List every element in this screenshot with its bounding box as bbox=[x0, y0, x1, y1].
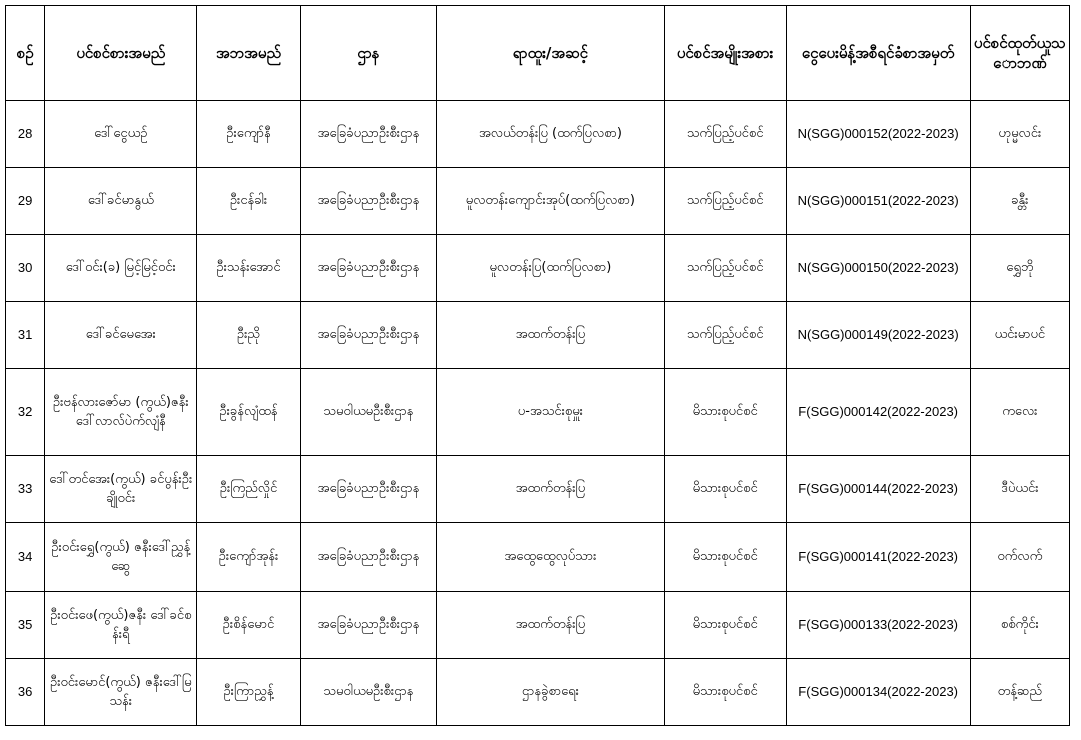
cell-permit-no: F(SGG)000133(2022-2023) bbox=[786, 592, 970, 659]
cell-permit-no: N(SGG)000152(2022-2023) bbox=[786, 101, 970, 168]
cell-pension-office: ခန္တီး bbox=[970, 168, 1069, 235]
header-row bbox=[6, 6, 1070, 101]
cell-father-name: ဦးကျော်အုန်း bbox=[197, 523, 300, 592]
cell-permit-no: N(SGG)000150(2022-2023) bbox=[786, 235, 970, 302]
cell-pensioner-name: ဒေါ်ခင်မာနွယ် bbox=[45, 168, 197, 235]
cell-department: အခြေခံပညာဦးစီးဌာန bbox=[300, 592, 436, 659]
cell-permit-no: F(SGG)000134(2022-2023) bbox=[786, 659, 970, 726]
cell-no: 32 bbox=[6, 369, 45, 456]
table-row bbox=[6, 101, 1070, 168]
cell-pension-office: ရွှေဘို bbox=[970, 235, 1069, 302]
cell-department: အခြေခံပညာဦးစီးဌာန bbox=[300, 456, 436, 523]
header-position: ရာထူး/အဆင့် bbox=[437, 6, 664, 101]
cell-department: အခြေခံပညာဦးစီးဌာန bbox=[300, 168, 436, 235]
header-no: စဉ် bbox=[6, 6, 45, 101]
table-row bbox=[6, 168, 1070, 235]
cell-pension-type: သက်ပြည့်ပင်စင် bbox=[664, 235, 786, 302]
cell-position: ပ-အသင်းစုမှူး bbox=[437, 369, 664, 456]
cell-pension-office: ကလေး bbox=[970, 369, 1069, 456]
header-permit-no: ငွေပေးမိန့်အစီရင်ခံစာအမှတ် bbox=[786, 6, 970, 101]
table-row bbox=[6, 659, 1070, 726]
cell-pension-type: သက်ပြည့်ပင်စင် bbox=[664, 302, 786, 369]
cell-position: မူလတန်းပြ(ထက်ပြလစာ) bbox=[437, 235, 664, 302]
cell-father-name: ဦးခွန်လျံထန် bbox=[197, 369, 300, 456]
cell-father-name: ဦးကျော်နီ bbox=[197, 101, 300, 168]
cell-position: အထက်တန်းပြ bbox=[437, 592, 664, 659]
cell-no: 34 bbox=[6, 523, 45, 592]
cell-pensioner-name: ဦးဝင်းမောင်(ကွယ်) ဇနီးဒေါ်မြသန်း bbox=[45, 659, 197, 726]
cell-no: 31 bbox=[6, 302, 45, 369]
table-row bbox=[6, 592, 1070, 659]
cell-department: အခြေခံပညာဦးစီးဌာန bbox=[300, 101, 436, 168]
table-row bbox=[6, 523, 1070, 592]
cell-no: 36 bbox=[6, 659, 45, 726]
table-row bbox=[6, 302, 1070, 369]
cell-permit-no: F(SGG)000142(2022-2023) bbox=[786, 369, 970, 456]
table-row bbox=[6, 235, 1070, 302]
cell-father-name: ဦးညို bbox=[197, 302, 300, 369]
cell-pension-type: မိသားစုပင်စင် bbox=[664, 659, 786, 726]
cell-pensioner-name: ဦးဗန်လားဇော်မာ (ကွယ်)ဇနီး ဒေါ်လာလ်ပဲက်လျံနီ bbox=[45, 369, 197, 456]
cell-department: သမဝါယမဦးစီးဌာန bbox=[300, 369, 436, 456]
cell-no: 30 bbox=[6, 235, 45, 302]
cell-permit-no: N(SGG)000149(2022-2023) bbox=[786, 302, 970, 369]
header-pension-office: ပင်စင်ထုတ်ယူသောဘဏ် bbox=[970, 6, 1069, 101]
cell-pension-office: ဒီပဲယင်း bbox=[970, 456, 1069, 523]
cell-permit-no: F(SGG)000144(2022-2023) bbox=[786, 456, 970, 523]
cell-position: အထက်တန်းပြ bbox=[437, 456, 664, 523]
cell-pensioner-name: ဦးဝင်းဖေ(ကွယ်)ဇနီး ဒေါ်ခင်စန်းရီ bbox=[45, 592, 197, 659]
cell-position: အထွေထွေလုပ်သား bbox=[437, 523, 664, 592]
cell-father-name: ဦးကြည်လှိုင် bbox=[197, 456, 300, 523]
cell-pension-type: မိသားစုပင်စင် bbox=[664, 369, 786, 456]
cell-no: 33 bbox=[6, 456, 45, 523]
cell-department: အခြေခံပညာဦးစီးဌာန bbox=[300, 523, 436, 592]
cell-pension-type: မိသားစုပင်စင် bbox=[664, 523, 786, 592]
table-row bbox=[6, 369, 1070, 456]
cell-pensioner-name: ဒေါ်တင်အေး(ကွယ်) ခင်ပွန်းဦးချိုဝင်း bbox=[45, 456, 197, 523]
cell-pension-office: ယင်းမာပင် bbox=[970, 302, 1069, 369]
cell-permit-no: N(SGG)000151(2022-2023) bbox=[786, 168, 970, 235]
header-pensioner-name: ပင်စင်စားအမည် bbox=[45, 6, 197, 101]
cell-position: အလယ်တန်းပြ (ထက်ပြလစာ) bbox=[437, 101, 664, 168]
cell-pension-type: သက်ပြည့်ပင်စင် bbox=[664, 168, 786, 235]
cell-no: 35 bbox=[6, 592, 45, 659]
cell-pension-type: မိသားစုပင်စင် bbox=[664, 456, 786, 523]
pension-table bbox=[5, 5, 1070, 726]
cell-position: အထက်တန်းပြ bbox=[437, 302, 664, 369]
cell-department: သမဝါယမဦးစီးဌာန bbox=[300, 659, 436, 726]
cell-father-name: ဦးကြာညွှန့် bbox=[197, 659, 300, 726]
cell-permit-no: F(SGG)000141(2022-2023) bbox=[786, 523, 970, 592]
cell-pension-office: ဝက်လက် bbox=[970, 523, 1069, 592]
cell-pensioner-name: ဒေါ်ခင်မေအေး bbox=[45, 302, 197, 369]
cell-position: မူလတန်းကျောင်းအုပ်(ထက်ပြလစာ) bbox=[437, 168, 664, 235]
cell-pension-office: တန့်ဆည် bbox=[970, 659, 1069, 726]
header-pension-type: ပင်စင်အမျိုးအစား bbox=[664, 6, 786, 101]
cell-father-name: ဦးစိန်မောင် bbox=[197, 592, 300, 659]
header-father-name: အဘအမည် bbox=[197, 6, 300, 101]
cell-pensioner-name: ဒေါ်ဝင်း(ခ) မြင့်မြင့်ဝင်း bbox=[45, 235, 197, 302]
cell-department: အခြေခံပညာဦးစီးဌာန bbox=[300, 302, 436, 369]
cell-pension-type: သက်ပြည့်ပင်စင် bbox=[664, 101, 786, 168]
cell-pension-type: မိသားစုပင်စင် bbox=[664, 592, 786, 659]
cell-pensioner-name: ဒေါ်ငွေယဉ် bbox=[45, 101, 197, 168]
header-department: ဌာန bbox=[300, 6, 436, 101]
table-row bbox=[6, 456, 1070, 523]
cell-father-name: ဦးသန်းအောင် bbox=[197, 235, 300, 302]
cell-no: 28 bbox=[6, 101, 45, 168]
cell-no: 29 bbox=[6, 168, 45, 235]
cell-pension-office: စစ်ကိုင်း bbox=[970, 592, 1069, 659]
cell-department: အခြေခံပညာဦးစီးဌာန bbox=[300, 235, 436, 302]
cell-position: ဌာနခွဲစာရေး bbox=[437, 659, 664, 726]
cell-pensioner-name: ဦးဝင်းရွှေ(ကွယ်) ဇနီးဒေါ်ညွှန့်ဆွေ bbox=[45, 523, 197, 592]
cell-pension-office: ဟုမ္မလင်း bbox=[970, 101, 1069, 168]
cell-father-name: ဦးငန်ခါး bbox=[197, 168, 300, 235]
